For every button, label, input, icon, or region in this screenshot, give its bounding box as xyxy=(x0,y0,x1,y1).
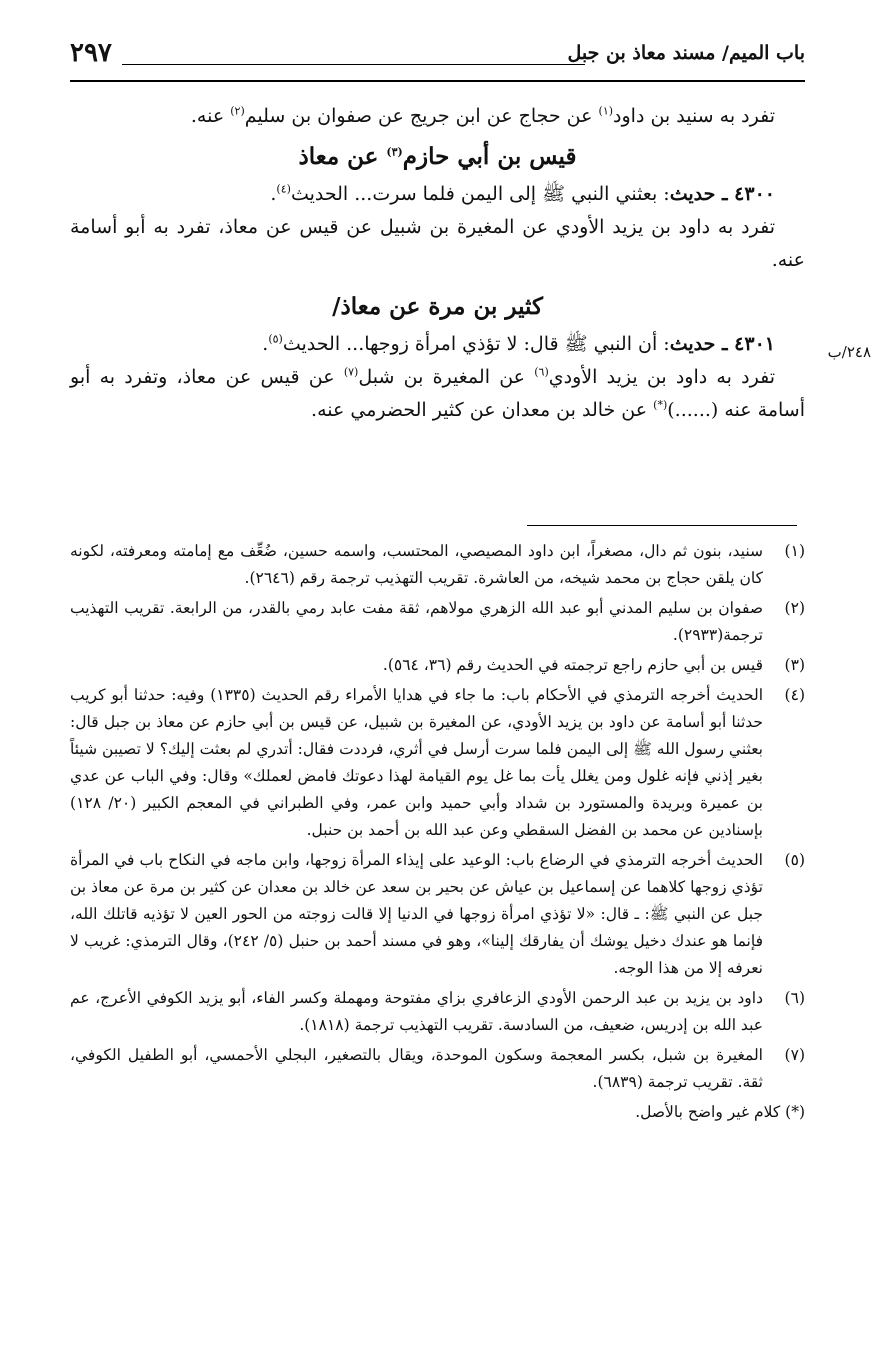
running-title: باب الميم/ مسند معاذ بن جبل xyxy=(567,42,805,64)
footnote-ref-7[interactable]: (٧) xyxy=(343,365,359,379)
margin-folio-note: ٢٤٨/ب xyxy=(827,343,871,361)
footnote-text: المغيرة بن شبل، بكسر المعجمة وسكون الموحدة، ويقال بالتصغير، البجلي الأحمسي، أبو الطفيل الكوفي، ثقة. تقريب ترجمة (٦٨٣٩). xyxy=(70,1046,763,1091)
page-number: ٢٩٧ xyxy=(70,38,112,68)
footnote-text: صفوان بن سليم المدني أبو عبد الله الزهري مولاهم، ثقة مفت عابد رمي بالقدر، من الرابعة. تقريب التهذيب ترجمة(٢٩٣٣). xyxy=(70,599,763,644)
footnote-separator xyxy=(527,525,797,526)
footnote-1 xyxy=(70,538,805,592)
footnote-ref-4[interactable]: (٤) xyxy=(276,182,291,196)
paragraph-2: تفرد به داود بن يزيد الأودي عن المغيرة بن شبيل عن قيس عن معاذ، تفرد به أبو أسامة عنه. xyxy=(70,216,805,271)
footnote-3 xyxy=(70,652,805,679)
footnote-text: قيس بن أبي حازم راجع ترجمته في الحديث رقم (٣٦، ٥٦٤). xyxy=(382,656,763,674)
footnote-ref-1[interactable]: (١) xyxy=(598,104,614,118)
footnote-text: سنيد، بنون ثم دال، مصغراً، ابن داود المصيصي، المحتسب، واسمه حسين، ضُعِّف مع إمامته ومعرفته، لكونه كان يلقن حجاج بن محمد شيخه، من العاشرة. تقريب التهذيب ترجمة رقم (٢٦٤٦). xyxy=(70,542,763,587)
footnote-mark: (٢) xyxy=(784,599,805,617)
footnotes xyxy=(70,538,805,1126)
hadith-number: ٤٣٠١ ـ حديث xyxy=(669,333,775,355)
footnote-mark: (٤) xyxy=(784,686,805,704)
footnote-text: الحديث أخرجه الترمذي في الرضاع باب: الوعيد على إيذاء المرأة زوجها، وابن ماجه في النكاح باب في المرأة تؤذي زوجها كلاهما عن إسماعيل بن عياش عن بحير بن سعد عن خالد بن معدان عن كثير بن مرة عن معاذ بن جبل عن النبي ﷺ: ـ قال: «لا تؤذي امرأة زوجها في الدنيا إلا قالت زوجته من الحور العين لا تؤذيه قاتلك الله، فإنما هو عندك دخيل يوشك أن يفارقك إلينا»، وهو في مسند أحمد بن حنبل (٥/ ٢٤٢)، وقال الترمذي: غريب لا نعرفه إلا من هذا الوجه. xyxy=(70,851,763,977)
footnote-mark: (٣) xyxy=(784,656,805,674)
footnote-text: داود بن يزيد بن عبد الرحمن الأودي الزعافري بزاي مفتوحة ومهملة وكسر الفاء، أبو يزيد الكوفي الأعرج، عم عبد الله بن إدريس، ضعيف، من السادسة. تقريب التهذيب ترجمة (١٨١٨). xyxy=(70,989,763,1034)
header-rule xyxy=(70,80,805,82)
paragraph-3: تفرد به داود بن يزيد الأودي$^{(٦)}$ عن المغيرة بن شبل$^{(٧)}$ عن قيس عن معاذ، وتفرد به أبو أسامة عنه (......)(*) عن خالد بن معدان عن كثير الحضرمي عنه. xyxy=(70,365,805,421)
footnote-ref-3[interactable]: (٣) xyxy=(386,145,403,159)
footnote-ref-6[interactable]: (٦) xyxy=(534,365,549,379)
footnote-ref-5[interactable]: (٥) xyxy=(268,332,283,346)
star-note: (*) كلام غير واضح بالأصل. xyxy=(635,1103,805,1121)
footnote-6 xyxy=(70,985,805,1039)
footnote-mark: (٦) xyxy=(784,989,805,1007)
page-header xyxy=(70,38,805,78)
footnote-mark: (٧) xyxy=(784,1046,805,1064)
section-heading-2: كثير بن مرة عن معاذ/ xyxy=(332,293,543,320)
hadith-number: ٤٣٠٠ ـ حديث xyxy=(669,183,775,205)
hadith-4300: ٤٣٠٠ ـ حديث: بعثني النبي ﷺ إلى اليمن فلما سرت... الحديث$^{(٤)}$. xyxy=(270,182,775,205)
footnote-text: الحديث أخرجه الترمذي في الأحكام باب: ما جاء في هدايا الأمراء رقم الحديث (١٣٣٥) وفيه: حدثنا أبو كريب حدثنا أبو أسامة عن داود بن يزيد الأودي، عن المغيرة بن شبيل، عن قيس بن أبي حازم عن معاذ بن جبل قال: بعثني رسول الله ﷺ إلى اليمن فلما سرت أرسل في أثري، فرددت فقال: أتدري لم بعثت إليك؟ لا تصيبن شيئاً بغير إذني فإنه غلول ومن يغلل يأت بما غل يوم القيامة لهذا دعوتك فامض لعملك» وقال: وفي الباب عن عدي بن عميرة وبريدة والمستورد بن شداد وأبي حميد وابن عمر، وفي الطبراني في المعجم الكبير (٢٠/ ١٢٨) بإسنادين عن محمد بن الفضل السقطي وعن عبد الله بن أحمد بن حنبل. xyxy=(70,686,764,839)
hadith-4301: ٤٣٠١ ـ حديث: أن النبي ﷺ قال: لا تؤذي امرأة زوجها... الحديث$^{(٥)}$. xyxy=(262,332,775,355)
footnote-ref-star[interactable]: (*) xyxy=(653,398,668,412)
footnote-mark: (١) xyxy=(784,542,805,560)
footnote-2 xyxy=(70,595,805,649)
main-text xyxy=(70,100,805,427)
footnote-5 xyxy=(70,847,805,982)
footnote-4 xyxy=(70,682,805,844)
footnote-mark: (٥) xyxy=(784,851,805,869)
paragraph-1: تفرد به سنيد بن داود$^{(١)}$ عن حجاج عن ابن جريج عن صفوان بن سليم$^{(٢)}$ عنه. xyxy=(190,104,775,127)
header-leader-line xyxy=(122,64,585,65)
footnote-7 xyxy=(70,1042,805,1096)
footnote-ref-2[interactable]: (٢) xyxy=(230,104,245,118)
section-heading-1: قيس بن أبي حازم$^{(٣)}$ عن معاذ xyxy=(298,143,577,170)
